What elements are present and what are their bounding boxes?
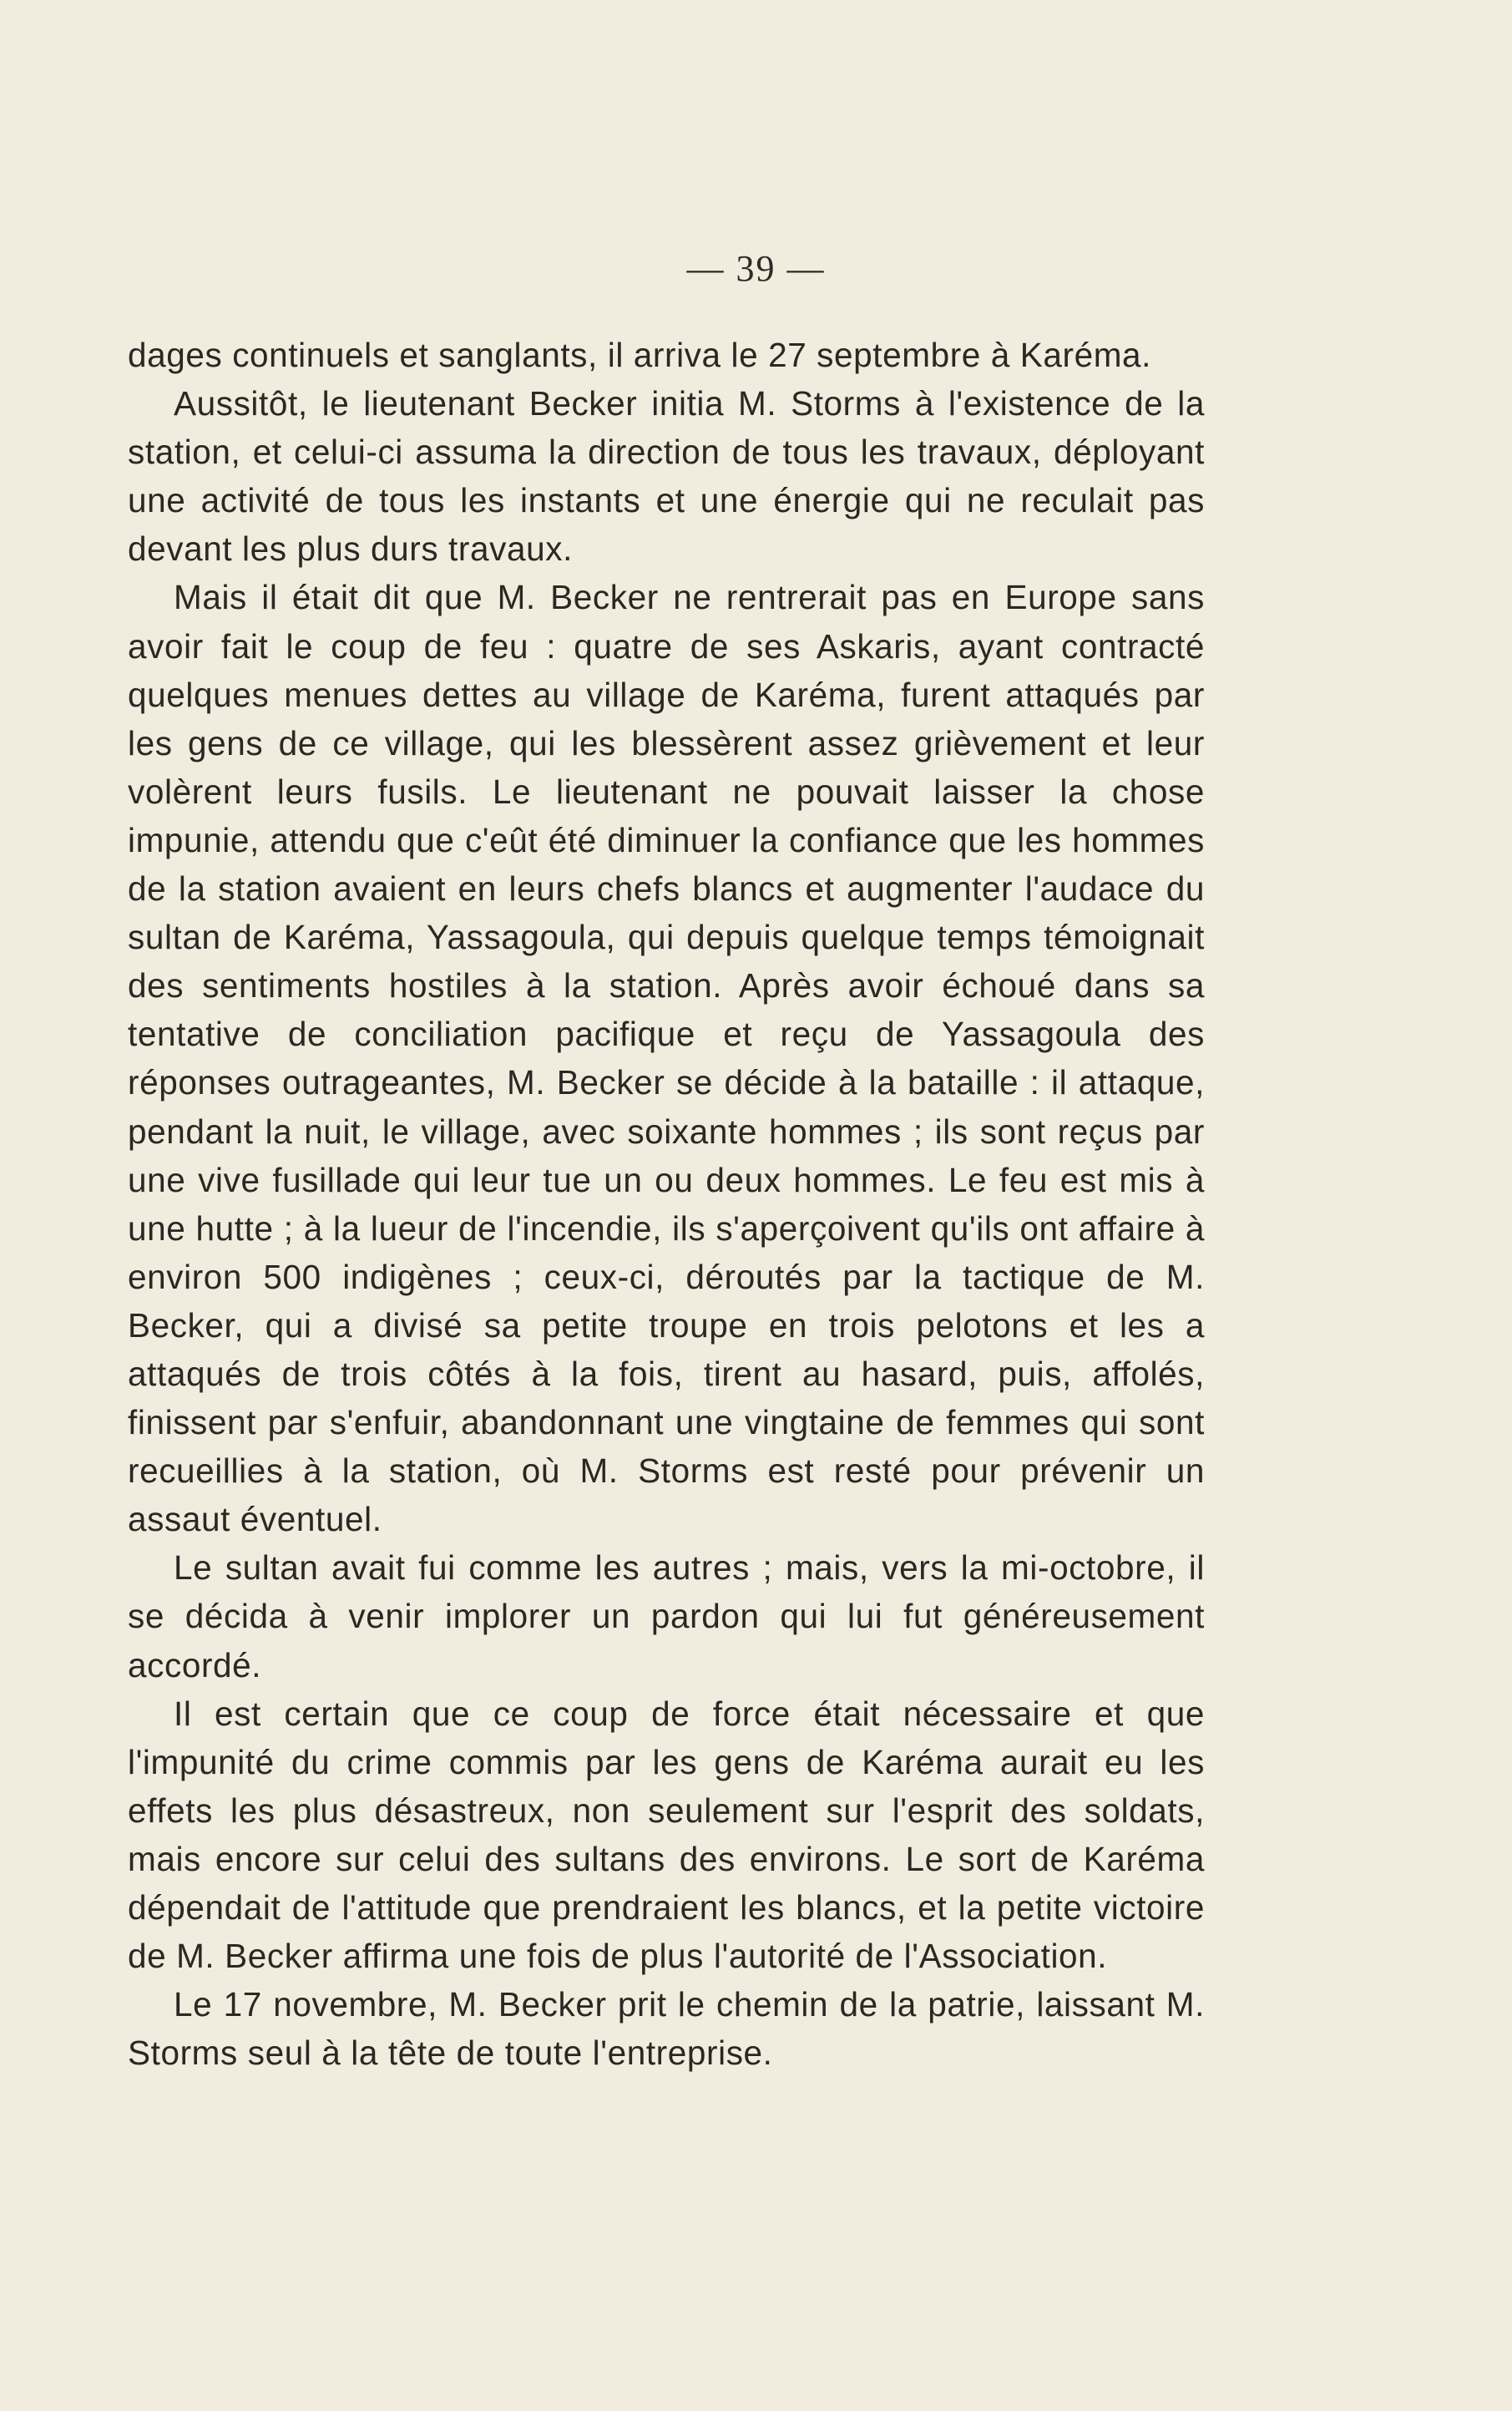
paragraph-continuation: dages continuels et sanglants, il arriva le 27 septembre à Karéma. [128,336,1152,374]
paragraph: Aussitôt, le lieutenant Becker initia M. Storms à l'existence de la station, et celui-ci assuma la direction de tous les travaux, déployant une activité de tous les instants et une énergie qui ne reculait pas devant les plus durs travaux. [128,384,1205,569]
paragraph: Mais il était dit que M. Becker ne rentrerait pas en Europe sans avoir fait le coup de feu : quatre de ses Askaris, ayant contracté quelques menues dettes au village de Karéma, furent attaqués par les gens de ce village, qui les blessèrent assez grièvement et leur volèrent leurs fusils. Le lieutenant ne pouvait laisser la chose impunie, attendu que c'eût été diminuer la confiance que les hommes de la station avaient en leurs chefs blancs et augmenter l'audace du sultan de Karéma, Yassagoula, qui depuis quelque temps témoignait des sentiments hostiles à la station. Après avoir échoué dans sa tentative de conciliation pacifique et reçu de Yassagoula des réponses outrageantes, M. Becker se décide à la bataille : il attaque, pendant la nuit, le village, avec soixante hommes ; ils sont reçus par une vive fusillade qui leur tue un ou deux hommes. Le feu est mis à une hutte ; à la lueur de l'incendie, ils s'aperçoivent qu'ils ont affaire à environ 500 indigènes ; ceux-ci, déroutés par la tactique de M. Becker, qui a divisé sa petite troupe en trois pelotons et les a attaqués de trois côtés à la fois, tirent au hasard, puis, affolés, finissent par s'enfuir, abandonnant une vingtaine de femmes qui sont recueillies à la station, où M. Storms est resté pour prévenir un assaut éventuel. [128,578,1205,1539]
paragraph: Le 17 novembre, M. Becker prit le chemin de la patrie, laissant M. Storms seul à la tête de toute l'entreprise. [128,1985,1205,2073]
body-text [128,331,1205,2077]
paragraph: Il est certain que ce coup de force était nécessaire et que l'impunité du crime commis par les gens de Karéma aurait eu les effets les plus désastreux, non seulement sur l'esprit des soldats, mais encore sur celui des sultans des environs. Le sort de Karéma dépendait de l'attitude que prendraient les blancs, et la petite victoire de M. Becker affirma une fois de plus l'autorité de l'Association. [128,1694,1205,1976]
page-number: — 39 — [686,248,826,289]
paragraph: Le sultan avait fui comme les autres ; mais, vers la mi-octobre, il se décida à venir implorer un pardon qui lui fut généreusement accordé. [128,1548,1205,1684]
